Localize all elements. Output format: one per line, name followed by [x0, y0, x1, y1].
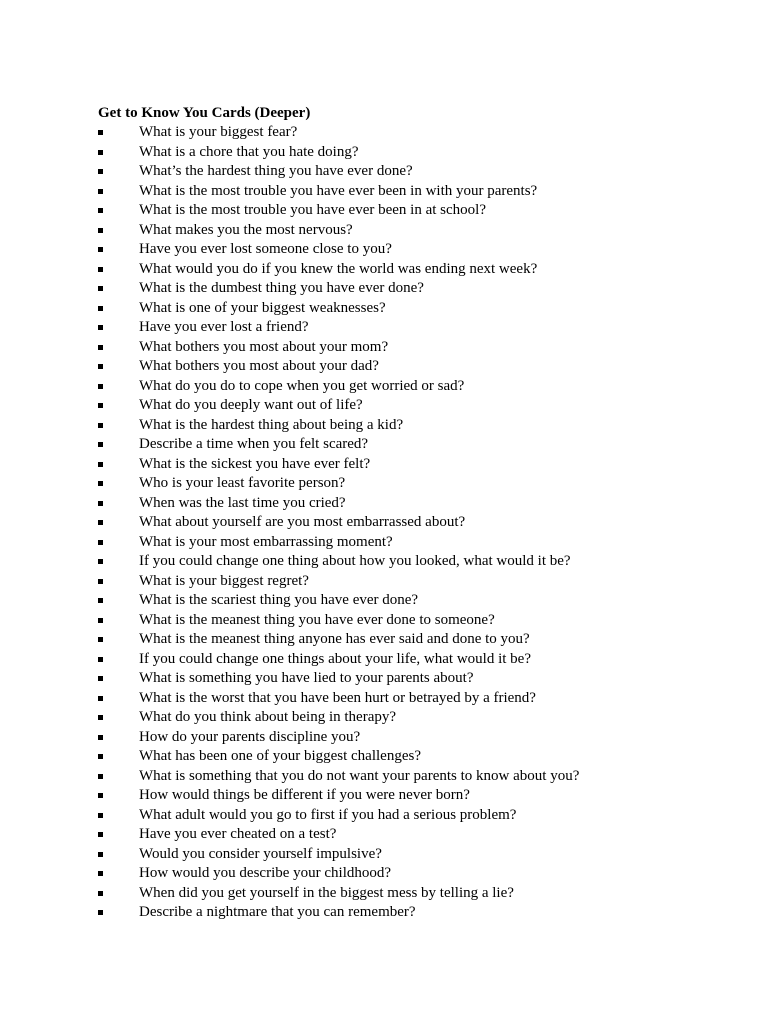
square-bullet-icon	[98, 852, 103, 857]
question-text: What bothers you most about your dad?	[139, 358, 379, 374]
question-text: What is the meanest thing you have ever done to someone?	[139, 611, 495, 628]
question-text: What is your most embarrassing moment?	[139, 533, 393, 550]
square-bullet-icon	[98, 735, 103, 740]
square-bullet-icon	[98, 189, 103, 194]
square-bullet-icon	[98, 540, 103, 545]
square-bullet-icon	[98, 754, 103, 759]
square-bullet-icon	[98, 520, 103, 525]
square-bullet-icon	[98, 423, 103, 428]
question-text: Describe a nightmare that you can remember?	[139, 904, 416, 920]
question-text: What is the dumbest thing you have ever done?	[139, 280, 424, 296]
square-bullet-icon	[98, 169, 103, 174]
question-text: What is the worst that you have been hurt or betrayed by a friend?	[139, 689, 536, 706]
question-text: What bothers you most about your mom?	[139, 338, 389, 355]
question-text: What do you think about being in therapy?	[139, 709, 397, 725]
square-bullet-icon	[98, 286, 103, 291]
square-bullet-icon	[98, 150, 103, 155]
square-bullet-icon	[98, 579, 103, 584]
question-text: Describe a time when you felt scared?	[139, 436, 369, 452]
question-text: Would you consider yourself impulsive?	[139, 845, 382, 862]
square-bullet-icon	[98, 306, 103, 311]
square-bullet-icon	[98, 364, 103, 369]
question-text: What makes you the most nervous?	[139, 221, 353, 238]
square-bullet-icon	[98, 208, 103, 213]
question-text: How would you describe your childhood?	[139, 865, 392, 881]
square-bullet-icon	[98, 325, 103, 330]
question-text: What is the hardest thing about being a kid?	[139, 416, 404, 433]
question-text: What is the scariest thing you have ever done?	[139, 592, 419, 608]
square-bullet-icon	[98, 345, 103, 350]
question-text: What would you do if you knew the world was ending next week?	[139, 260, 538, 277]
square-bullet-icon	[98, 130, 103, 135]
question-text: What is the most trouble you have ever been in with your parents?	[139, 182, 538, 199]
question-text: If you could change one thing about how you looked, what would it be?	[139, 553, 571, 569]
question-text: What about yourself are you most embarrassed about?	[139, 514, 466, 530]
question-text: How do your parents discipline you?	[139, 728, 361, 745]
question-text: What is something that you do not want your parents to know about you?	[139, 767, 580, 784]
square-bullet-icon	[98, 267, 103, 272]
square-bullet-icon	[98, 559, 103, 564]
question-text: What is a chore that you hate doing?	[139, 143, 359, 160]
question-text: What do you deeply want out of life?	[139, 397, 363, 413]
question-text: What is one of your biggest weaknesses?	[139, 299, 386, 316]
question-text: How would things be different if you were never born?	[139, 787, 470, 803]
question-text: What is the most trouble you have ever been in at school?	[139, 202, 486, 218]
question-text: What is the sickest you have ever felt?	[139, 455, 371, 472]
question-text: What’s the hardest thing you have ever done?	[139, 163, 413, 179]
question-text: What do you do to cope when you get worried or sad?	[139, 377, 465, 394]
square-bullet-icon	[98, 657, 103, 662]
square-bullet-icon	[98, 442, 103, 447]
square-bullet-icon	[98, 618, 103, 623]
square-bullet-icon	[98, 871, 103, 876]
square-bullet-icon	[98, 715, 103, 720]
square-bullet-icon	[98, 813, 103, 818]
question-text: Have you ever lost someone close to you?	[139, 241, 392, 257]
question-text: Who is your least favorite person?	[139, 475, 346, 491]
square-bullet-icon	[98, 501, 103, 506]
square-bullet-icon	[98, 832, 103, 837]
question-text: When did you get yourself in the biggest mess by telling a lie?	[139, 884, 514, 901]
square-bullet-icon	[98, 774, 103, 779]
square-bullet-icon	[98, 228, 103, 233]
square-bullet-icon	[98, 462, 103, 467]
question-text: Have you ever cheated on a test?	[139, 826, 337, 842]
question-text: What has been one of your biggest challenges?	[139, 748, 421, 764]
document-title: Get to Know You Cards (Deeper)	[98, 105, 311, 121]
square-bullet-icon	[98, 676, 103, 681]
square-bullet-icon	[98, 637, 103, 642]
question-text: What is your biggest fear?	[139, 124, 298, 140]
question-text: What is your biggest regret?	[139, 572, 309, 589]
question-text: Have you ever lost a friend?	[139, 319, 309, 335]
square-bullet-icon	[98, 696, 103, 701]
question-text: If you could change one things about your life, what would it be?	[139, 650, 531, 667]
question-text: What is something you have lied to your parents about?	[139, 670, 474, 686]
square-bullet-icon	[98, 403, 103, 408]
question-text: What adult would you go to first if you had a serious problem?	[139, 806, 517, 823]
square-bullet-icon	[98, 384, 103, 389]
square-bullet-icon	[98, 247, 103, 252]
question-text: When was the last time you cried?	[139, 494, 346, 511]
square-bullet-icon	[98, 481, 103, 486]
square-bullet-icon	[98, 891, 103, 896]
question-text: What is the meanest thing anyone has ever said and done to you?	[139, 631, 530, 647]
square-bullet-icon	[98, 598, 103, 603]
square-bullet-icon	[98, 793, 103, 798]
square-bullet-icon	[98, 910, 103, 915]
